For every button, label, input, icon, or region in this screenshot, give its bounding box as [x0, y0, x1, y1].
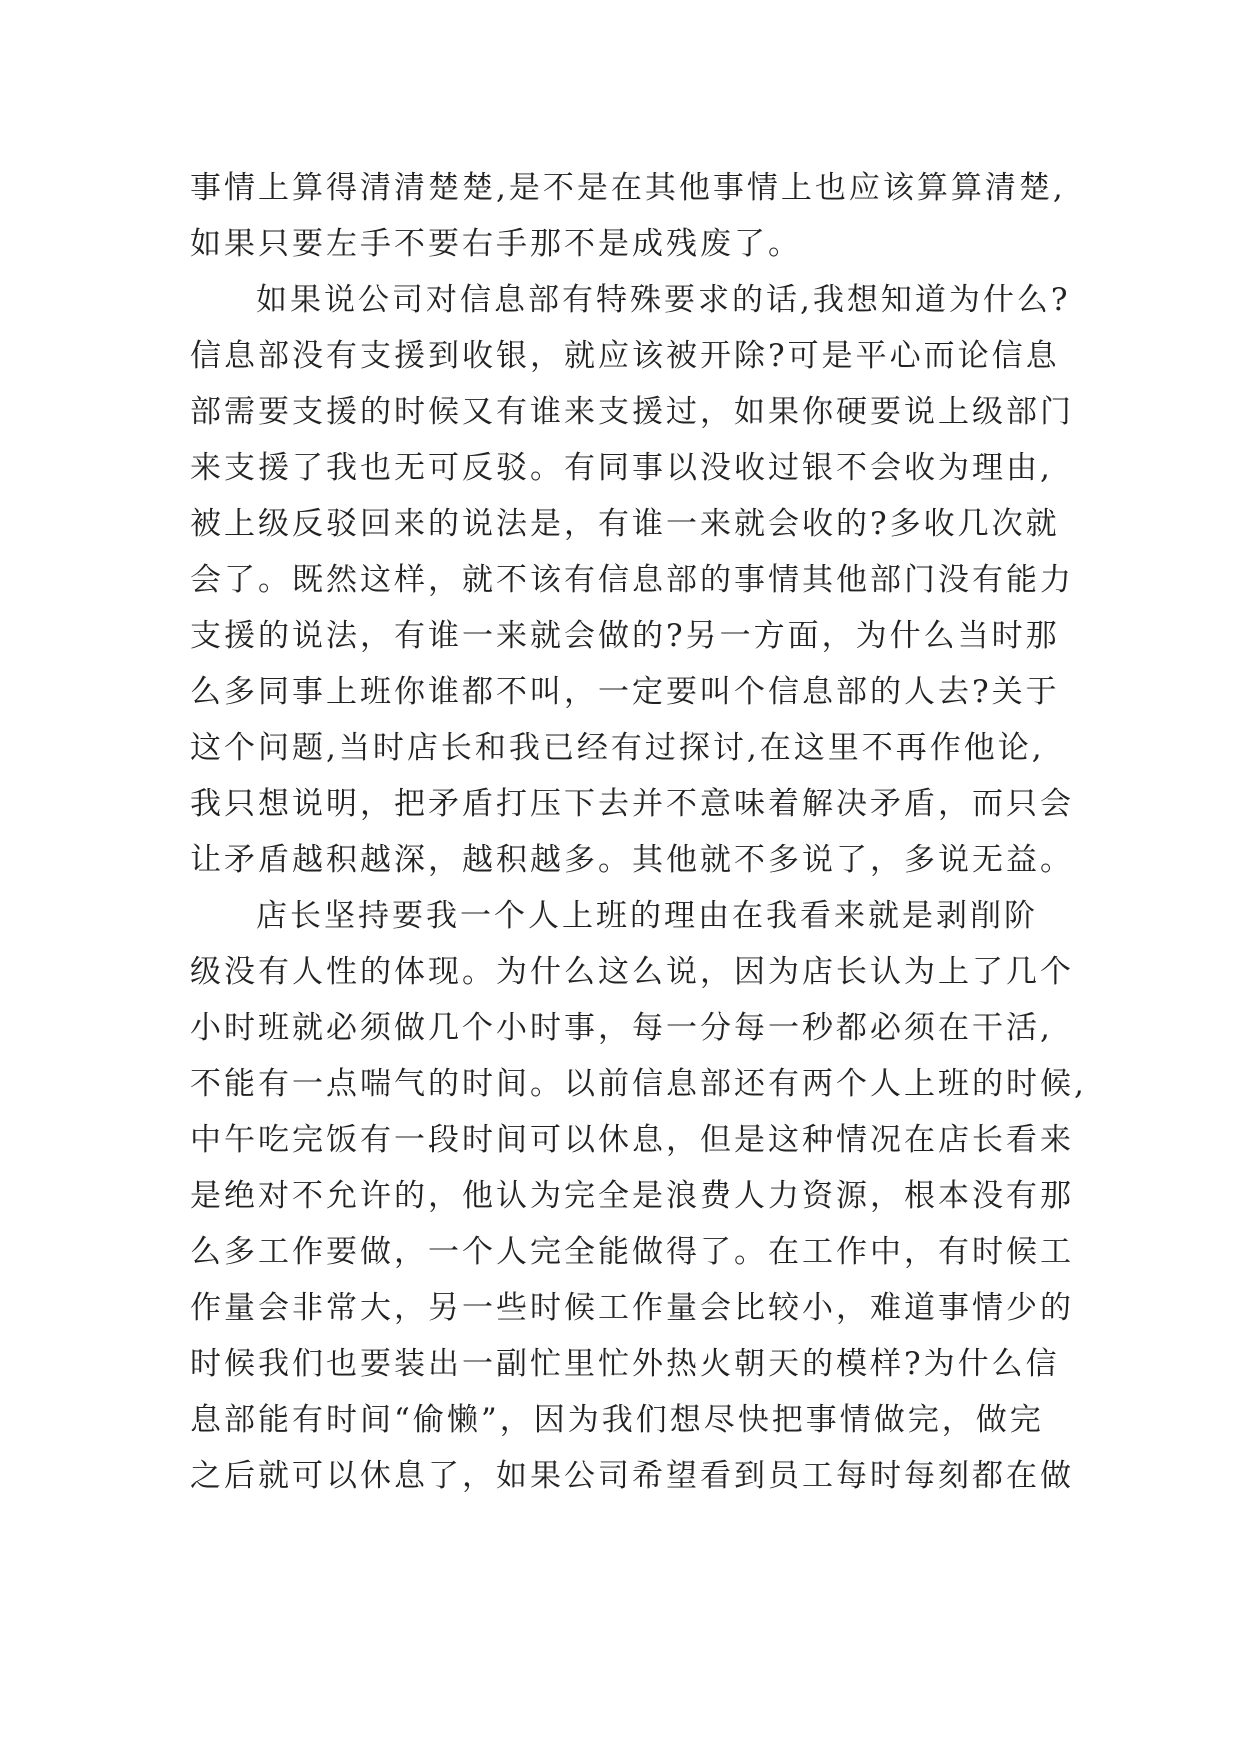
text-line: 会了。既然这样，就不该有信息部的事情其他部门没有能力: [190, 562, 1074, 598]
text-line: 支援的说法，有谁一来就会做的?另一方面，为什么当时那: [190, 618, 1060, 654]
text-line: 时候我们也要装出一副忙里忙外热火朝天的模样?为什么信: [190, 1346, 1060, 1382]
text-line: 我只想说明，把矛盾打压下去并不意味着解决矛盾，而只会: [190, 786, 1074, 822]
text-line: 么多工作要做，一个人完全能做得了。在工作中，有时候工: [190, 1234, 1074, 1270]
text-line: 中午吃完饭有一段时间可以休息，但是这种情况在店长看来: [190, 1122, 1074, 1158]
text-line: 小时班就必须做几个小时事，每一分每一秒都必须在干活,: [190, 1010, 1053, 1046]
text-line: 部需要支援的时候又有谁来支援过，如果你硬要说上级部门: [190, 394, 1074, 430]
text-line: 如果只要左手不要右手那不是成残废了。: [190, 226, 802, 262]
text-line: 息部能有时间“偷懒”，因为我们想尽快把事情做完，做完: [190, 1402, 1044, 1438]
text-line: 这个问题,当时店长和我已经有过探讨,在这里不再作他论,: [190, 730, 1045, 766]
text-line: 之后就可以休息了，如果公司希望看到员工每时每刻都在做: [190, 1458, 1074, 1494]
text-line: 作量会非常大，另一些时候工作量会比较小，难道事情少的: [190, 1290, 1074, 1326]
body-text: [190, 160, 1087, 1504]
text-line: 级没有人性的体现。为什么这么说，因为店长认为上了几个: [190, 954, 1074, 990]
text-line: 信息部没有支援到收银，就应该被开除?可是平心而论信息: [190, 338, 1060, 374]
text-line: 来支援了我也无可反驳。有同事以没收过银不会收为理由,: [190, 450, 1053, 486]
text-line: 让矛盾越积越深，越积越多。其他就不多说了，多说无益。: [190, 842, 1074, 878]
text-line: 被上级反驳回来的说法是，有谁一来就会收的?多收几次就: [190, 506, 1060, 542]
text-line: 是绝对不允许的，他认为完全是浪费人力资源，根本没有那: [190, 1178, 1074, 1214]
paragraph-start-line: 店长坚持要我一个人上班的理由在我看来就是剥削阶: [256, 898, 1038, 934]
paragraph-start-line: 如果说公司对信息部有特殊要求的话,我想知道为什么?: [256, 282, 1071, 318]
text-line: 么多同事上班你谁都不叫，一定要叫个信息部的人去?关于: [190, 674, 1060, 710]
text-line: 不能有一点喘气的时间。以前信息部还有两个人上班的时候,: [190, 1066, 1087, 1102]
text-line: 事情上算得清清楚楚,是不是在其他事情上也应该算算清楚,: [190, 170, 1066, 206]
